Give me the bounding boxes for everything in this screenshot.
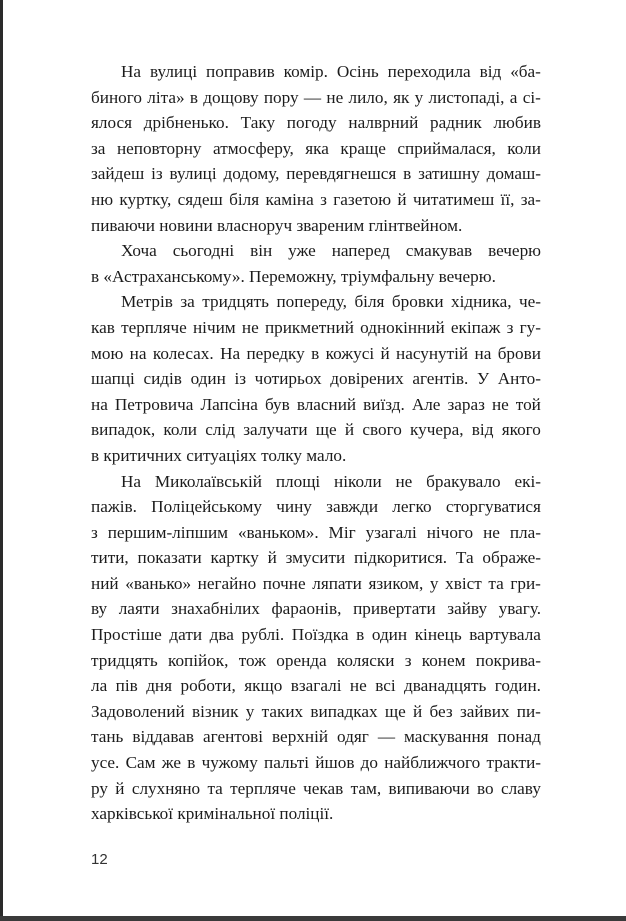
text-line: в «Астраханському». Переможну, тріумфальну вечерю.: [91, 266, 496, 286]
text-line: На вулиці поправив комір. Осінь переходила від «ба-: [121, 62, 541, 81]
text-line: пажів. Поліцейському чину завжди легко сторгуватися: [91, 497, 541, 517]
text-line: тридцять копійок, тож оренда коляски з конем покрива-: [91, 650, 541, 670]
page-bottom-edge: [0, 916, 626, 921]
text-line: ялося дрібненько. Таку погоду налврний радник любив: [91, 113, 541, 133]
text-line: Метрів за тридцять попереду, біля бровки хідника, че-: [121, 292, 541, 312]
paragraph: [91, 59, 541, 238]
text-line: мою на колесах. На передку в кожусі й насунутій на брови: [91, 343, 541, 363]
text-line: зайдеш із вулиці додому, перевдягнешся в затишну домаш-: [91, 164, 541, 184]
paragraph: [91, 289, 541, 468]
page-text-block: [91, 59, 541, 827]
text-line: шапці сидів один із чотирьох довірених агентів. У Анто-: [91, 369, 541, 389]
text-line: ла пів дня роботи, якщо взагалі не всі дванадцять годин.: [91, 676, 541, 696]
text-line: в критичних ситуаціях толку мало.: [91, 445, 347, 465]
text-line: кав терпляче нічим не прикметний однокінний екіпаж з гу-: [91, 317, 541, 337]
text-line: Задоволений візник у таких випадках ще й без зайвих пи-: [91, 701, 541, 721]
paragraph: [91, 469, 541, 827]
text-line: ний «ванько» негайно почне ляпати язиком, у хвіст та гри-: [91, 573, 541, 593]
text-line: ву лаяти знахабнілих фараонів, привертати зайву увагу.: [91, 599, 541, 619]
text-line: биного літа» в дощову пору — не лило, як у листопаді, а сі-: [91, 87, 541, 107]
text-line: пиваючи новини власноруч звареним глінтвейном.: [91, 215, 463, 235]
page-left-edge: [0, 0, 3, 921]
text-line: ню куртку, сядеш біля каміна з газетою й читатимеш її, за-: [91, 189, 541, 209]
text-line: випадок, коли слід залучати ще й свого кучера, від якого: [91, 420, 541, 440]
text-line: за неповторну атмосферу, яка краще сприймалася, коли: [91, 138, 541, 158]
text-line: тити, показати картку й змусити підкоритися. Та ображе-: [91, 548, 541, 568]
page-number: 12: [91, 851, 108, 868]
text-line: на Петровича Лапсіна був власний виїзд. Але зараз не той: [91, 394, 541, 414]
text-line: харківської кримінальної поліції.: [91, 804, 334, 824]
text-line: з першим-ліпшим «ваньком». Міг узагалі нічого не пла-: [91, 522, 541, 542]
text-line: тань віддавав агентові верхній одяг — маскування понад: [91, 727, 541, 747]
text-line: усе. Сам же в чужому пальті йшов до найближчого тракти-: [91, 753, 541, 773]
text-line: Хоча сьогодні він уже наперед смакував вечерю: [121, 241, 541, 261]
text-line: Простіше дати два рублі. Поїздка в один кінець вартувала: [91, 625, 541, 645]
paragraph: [91, 238, 541, 289]
text-line: На Миколаївській площі ніколи не бракувало екі-: [121, 471, 541, 491]
text-line: ру й слухняно та терпляче чекав там, випиваючи во славу: [91, 778, 541, 798]
